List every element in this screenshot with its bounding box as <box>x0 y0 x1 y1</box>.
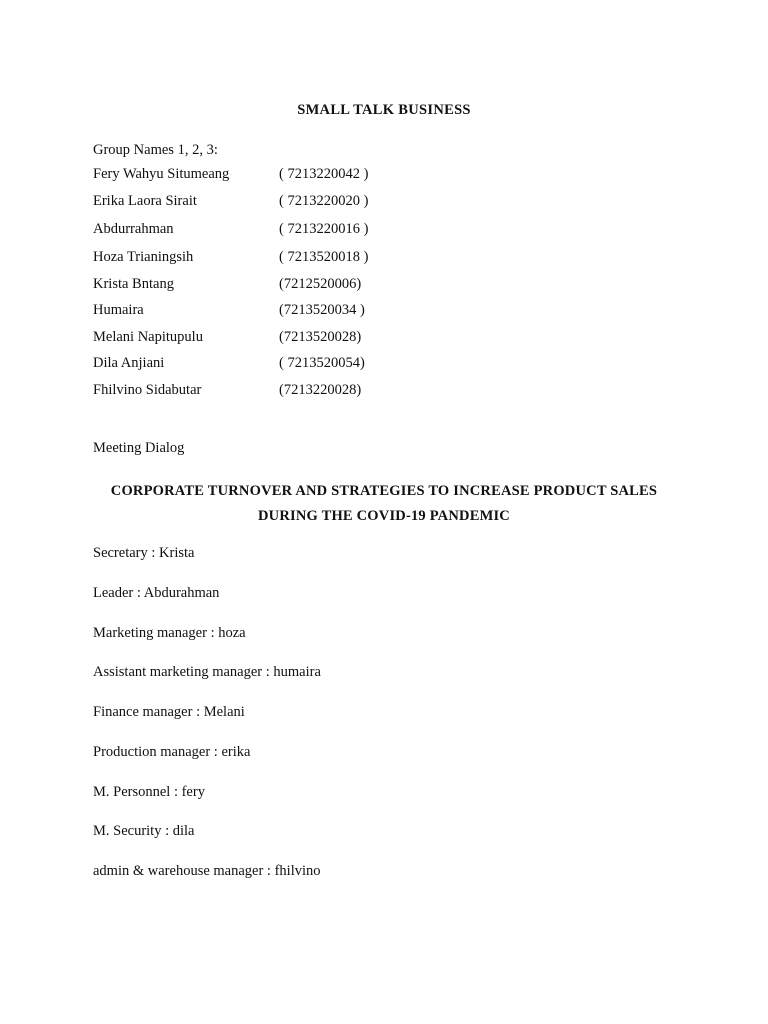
role-item: Leader : Abdurahman <box>93 585 220 601</box>
member-id: ( 7213520018 ) <box>279 249 369 265</box>
member-id: (7213520028) <box>279 329 362 345</box>
member-name: Fhilvino Sidabutar <box>93 382 202 398</box>
group-names-label: Group Names 1, 2, 3: <box>93 142 218 158</box>
role-item: admin & warehouse manager : fhilvino <box>93 863 321 879</box>
meeting-dialog-label: Meeting Dialog <box>93 440 185 456</box>
heading-line-2: DURING THE COVID-19 PANDEMIC <box>258 508 510 524</box>
member-row <box>93 221 493 241</box>
member-name: Erika Laora Sirait <box>93 193 197 209</box>
member-id: ( 7213520054) <box>279 355 365 371</box>
member-row <box>93 276 493 296</box>
member-id: ( 7213220042 ) <box>279 166 369 182</box>
member-name: Fery Wahyu Situmeang <box>93 166 230 182</box>
member-row <box>93 249 493 269</box>
role-item: M. Personnel : fery <box>93 784 205 800</box>
document-title: SMALL TALK BUSINESS <box>297 102 471 118</box>
member-name: Krista Bntang <box>93 276 174 292</box>
member-row <box>93 382 493 402</box>
member-id: (7213220028) <box>279 382 362 398</box>
member-row <box>93 193 493 213</box>
role-item: Finance manager : Melani <box>93 704 245 720</box>
role-item: Assistant marketing manager : humaira <box>93 664 321 680</box>
member-id: (7212520006) <box>279 276 362 292</box>
member-row <box>93 329 493 349</box>
member-name: Dila Anjiani <box>93 355 165 371</box>
member-name: Humaira <box>93 302 144 318</box>
member-row <box>93 166 493 186</box>
dialog-heading <box>60 479 708 529</box>
member-name: Hoza Trianingsih <box>93 249 194 265</box>
member-id: ( 7213220016 ) <box>279 221 369 237</box>
member-row <box>93 302 493 322</box>
member-id: (7213520034 ) <box>279 302 365 318</box>
heading-line-1: CORPORATE TURNOVER AND STRATEGIES TO INCREASE PRODUCT SALES <box>110 483 658 499</box>
role-item: Marketing manager : hoza <box>93 625 246 641</box>
member-row <box>93 355 493 375</box>
member-name: Abdurrahman <box>93 221 174 237</box>
role-item: Production manager : erika <box>93 744 251 760</box>
role-item: M. Security : dila <box>93 823 195 839</box>
role-item: Secretary : Krista <box>93 545 195 561</box>
member-id: ( 7213220020 ) <box>279 193 369 209</box>
member-name: Melani Napitupulu <box>93 329 203 345</box>
